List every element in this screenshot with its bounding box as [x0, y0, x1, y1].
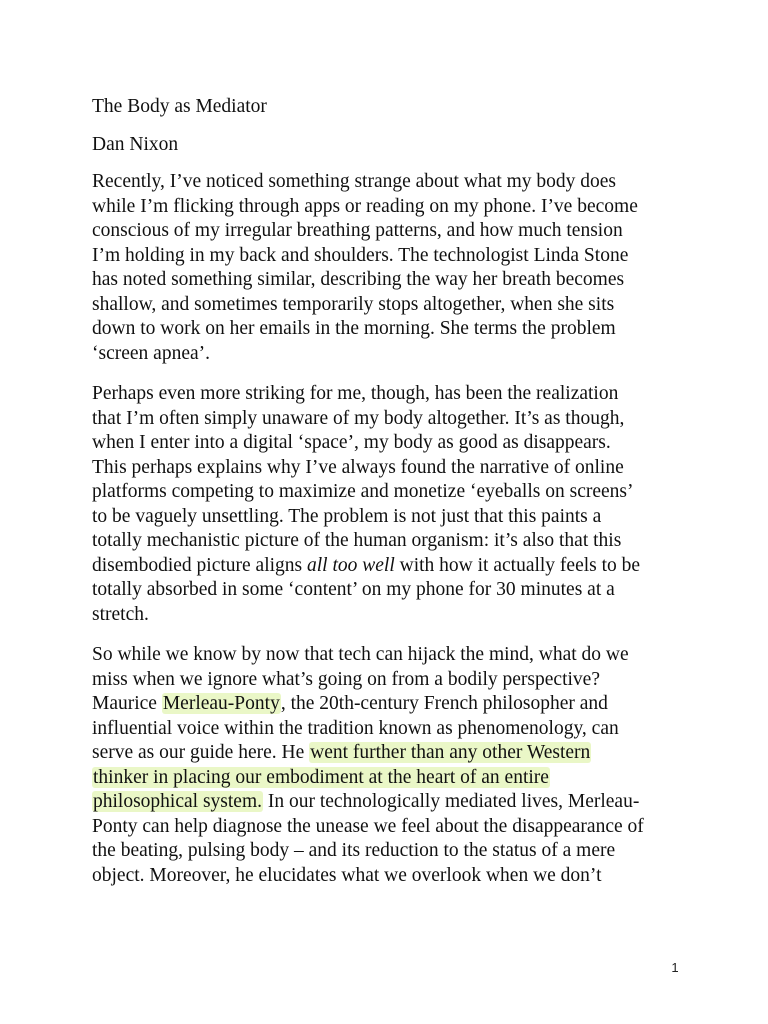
text-segment: totally absorbed in some ‘content’ on my phone for 30 minutes at a: [92, 579, 615, 600]
text-line: [92, 480, 692, 505]
document-author: Dan Nixon: [92, 133, 179, 155]
paragraph: [92, 643, 692, 888]
text-line: [92, 692, 692, 717]
text-segment: Recently, I’ve noticed something strange about what my body does: [92, 171, 617, 192]
text-segment: influential voice within the tradition known as phenomenology, can: [92, 717, 619, 739]
text-segment: disembodied picture aligns: [92, 554, 307, 576]
text-line: [92, 603, 692, 628]
text-segment: has noted something similar, describing the way her breath becomes: [92, 269, 625, 290]
text-segment: the beating, pulsing body – and its reduction to the status of a mere: [92, 840, 616, 861]
document-body: [92, 95, 692, 904]
text-line: [92, 839, 692, 864]
text-line: [92, 864, 692, 889]
paragraph: [92, 170, 692, 366]
text-line: [92, 668, 692, 693]
text-segment: , the 20th-century French philosopher and: [280, 693, 608, 714]
text-segment: totally mechanistic picture of the human organism: it’s also that this: [92, 530, 622, 551]
text-line: [92, 717, 692, 742]
paragraph: [92, 382, 692, 627]
text-line: [92, 456, 692, 481]
text-segment: This perhaps explains why I’ve always found the narrative of online: [92, 456, 624, 478]
text-line: [92, 815, 692, 840]
text-segment: conscious of my irregular breathing patterns, and how much tension: [92, 220, 623, 241]
emphasis-text: all too well: [307, 554, 395, 576]
text-line: [92, 219, 692, 244]
text-segment: miss when we ignore what’s going on from a bodily perspective?: [92, 668, 600, 690]
text-segment: shallow, and sometimes temporarily stops altogether, when she sits: [92, 293, 615, 315]
text-segment: Perhaps even more striking for me, though, has been the realization: [92, 383, 619, 404]
text-line: [92, 643, 692, 668]
page-number: 1: [671, 960, 679, 975]
text-line: [92, 505, 692, 530]
paragraph-container: [92, 170, 692, 888]
text-line: [92, 741, 692, 766]
text-line: [92, 293, 692, 318]
text-line: [92, 431, 692, 456]
text-line: [92, 790, 692, 815]
text-line: [92, 407, 692, 432]
text-line: [92, 170, 692, 195]
text-line: [92, 317, 692, 342]
highlighted-text: Merleau-Ponty: [162, 693, 280, 714]
text-segment: that I’m often simply unaware of my body altogether. It’s as though,: [92, 407, 625, 429]
text-line: [92, 268, 692, 293]
text-segment: In our technologically mediated lives, Merleau-: [263, 791, 640, 812]
text-segment: down to work on her emails in the morning. She terms the problem: [92, 318, 616, 339]
text-segment: Ponty can help diagnose the unease we feel about the disappearance of: [92, 815, 644, 837]
text-line: [92, 578, 692, 603]
text-line: [92, 244, 692, 269]
text-line: [92, 382, 692, 407]
text-line: [92, 342, 692, 367]
highlighted-text: thinker in placing our embodiment at the heart of an entire: [93, 766, 549, 788]
text-line: [92, 529, 692, 554]
text-segment: I’m holding in my back and shoulders. The technologist Linda Stone: [92, 244, 629, 266]
highlighted-text: philosophical system.: [93, 791, 262, 812]
text-segment: platforms competing to maximize and monetize ‘eyeballs on screens’: [92, 481, 634, 502]
text-segment: object. Moreover, he elucidates what we overlook when we don’t: [92, 864, 602, 886]
text-segment: Maurice: [92, 693, 162, 714]
text-segment: to be vaguely unsettling. The problem is not just that this paints a: [92, 505, 602, 527]
text-segment: So while we know by now that tech can hijack the mind, what do we: [92, 644, 629, 665]
text-line: [92, 195, 692, 220]
text-segment: stretch.: [92, 603, 149, 625]
text-segment: serve as our guide here. He: [92, 742, 310, 763]
document-title: The Body as Mediator: [92, 96, 267, 117]
text-line: [92, 766, 692, 791]
text-segment: while I’m flicking through apps or reading on my phone. I’ve become: [92, 195, 638, 217]
text-segment: when I enter into a digital ‘space’, my body as good as disappears.: [92, 432, 611, 453]
text-line: [92, 554, 692, 579]
text-segment: ‘screen apnea’.: [92, 342, 210, 364]
highlighted-text: went further than any other Western: [310, 742, 591, 763]
text-segment: with how it actually feels to be: [394, 554, 641, 576]
